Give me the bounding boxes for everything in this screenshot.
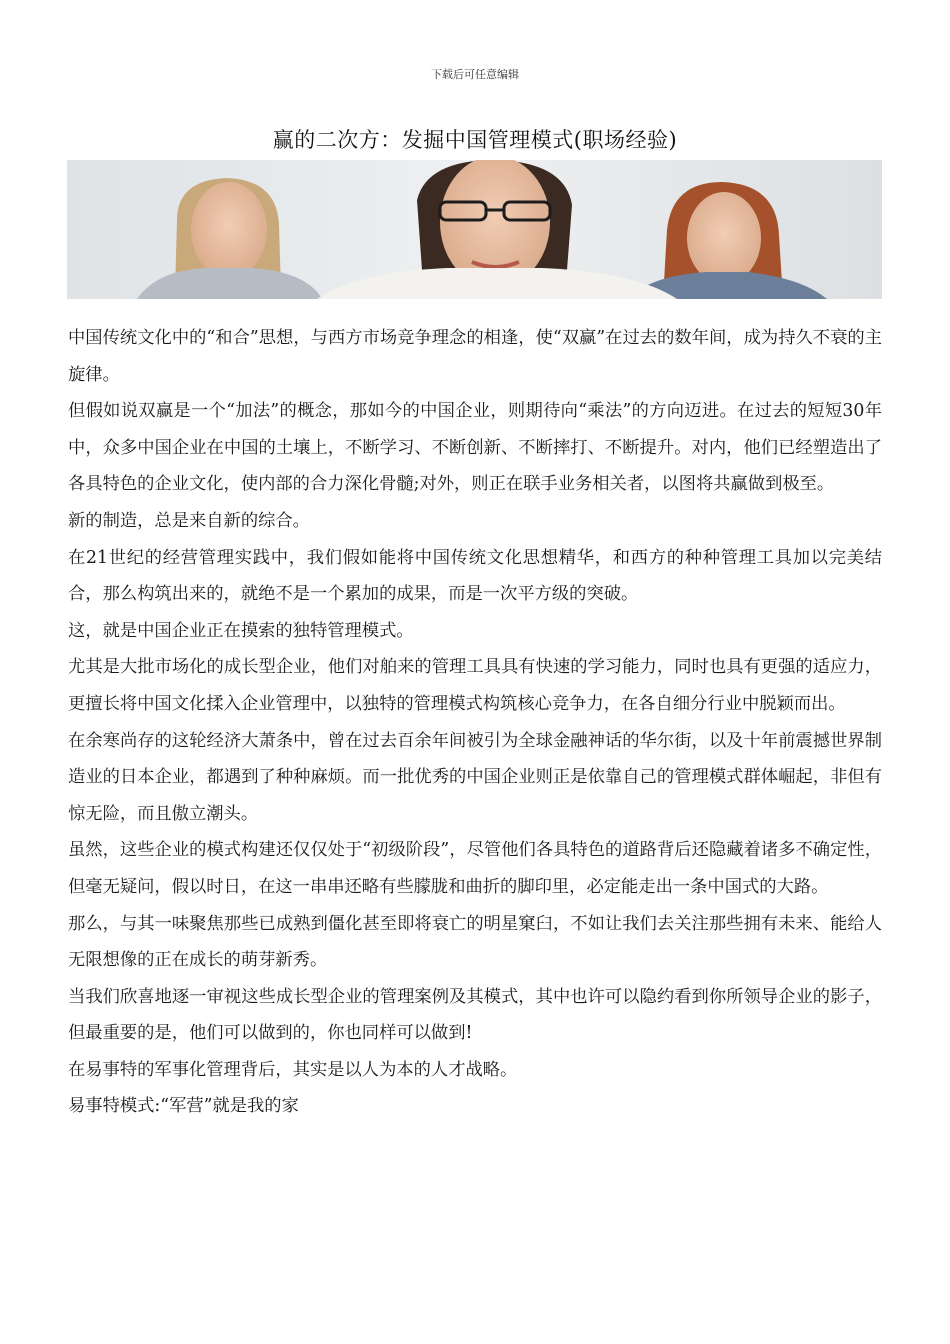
paragraph: 尤其是大批市场化的成长型企业，他们对舶来的管理工具具有快速的学习能力，同时也具有更强的适应力，更擅长将中国文化揉入企业管理中，以独特的管理模式构筑核心竞争力，在各自细分行业中脱颖而出。 bbox=[68, 657, 882, 714]
paragraph: 在易事特的军事化管理背后，其实是以人为本的人才战略。 bbox=[68, 1059, 518, 1080]
article-body bbox=[68, 320, 882, 1125]
paragraph: 当我们欣喜地逐一审视这些成长型企业的管理案例及其模式，其中也许可以隐约看到你所领导企业的影子，但最重要的是，他们可以做到的，你也同样可以做到! bbox=[68, 986, 882, 1044]
section-heading: 易事特模式:“军营”就是我的家 bbox=[68, 1096, 299, 1117]
paragraph: 这，就是中国企业正在摸索的独特管理模式。 bbox=[68, 620, 414, 641]
paragraph: 虽然，这些企业的模式构建还仅仅处于“初级阶段”，尽管他们各具特色的道路背后还隐藏着诸多不确定性，但毫无疑问，假以时日，在这一串串还略有些朦胧和曲折的脚印里，必定能走出一条中国式的大路。 bbox=[68, 840, 882, 897]
banner-photo bbox=[67, 160, 882, 299]
header-note: 下载后可任意编辑 bbox=[431, 68, 519, 81]
paragraph: 在余寒尚存的这轮经济大萧条中，曾在过去百余年间被引为全球金融神话的华尔街，以及十年前震撼世界制造业的日本企业，都遇到了种种麻烦。而一批优秀的中国企业则正是依靠自己的管理模式群体崛起，非但有惊无险，而且傲立潮头。 bbox=[68, 730, 882, 824]
three-women-photo bbox=[67, 160, 882, 299]
paragraph: 但假如说双赢是一个“加法”的概念，那如今的中国企业，则期待向“乘法”的方向迈进。在过去的短短30年中，众多中国企业在中国的土壤上，不断学习、不断创新、不断摔打、不断提升。对内，他们已经塑造出了各具特色的企业文化，使内部的合力深化骨髓;对外，则正在联手业务相关者，以图将共赢做到极至。 bbox=[68, 401, 882, 495]
paragraph: 中国传统文化中的“和合”思想，与西方市场竞争理念的相逢，使“双赢”在过去的数年间，成为持久不衰的主旋律。 bbox=[68, 328, 882, 385]
paragraph: 在21世纪的经营管理实践中，我们假如能将中国传统文化思想精华，和西方的种种管理工具加以完美结合，那么构筑出来的，就绝不是一个累加的成果，而是一次平方级的突破。 bbox=[68, 547, 882, 605]
page-title: 赢的二次方：发掘中国管理模式(职场经验) bbox=[272, 128, 678, 152]
paragraph: 那么，与其一味聚焦那些已成熟到僵化甚至即将衰亡的明星窠臼，不如让我们去关注那些拥有未来、能给人无限想像的正在成长的萌芽新秀。 bbox=[68, 913, 882, 971]
paragraph: 新的制造，总是来自新的综合。 bbox=[68, 510, 310, 531]
